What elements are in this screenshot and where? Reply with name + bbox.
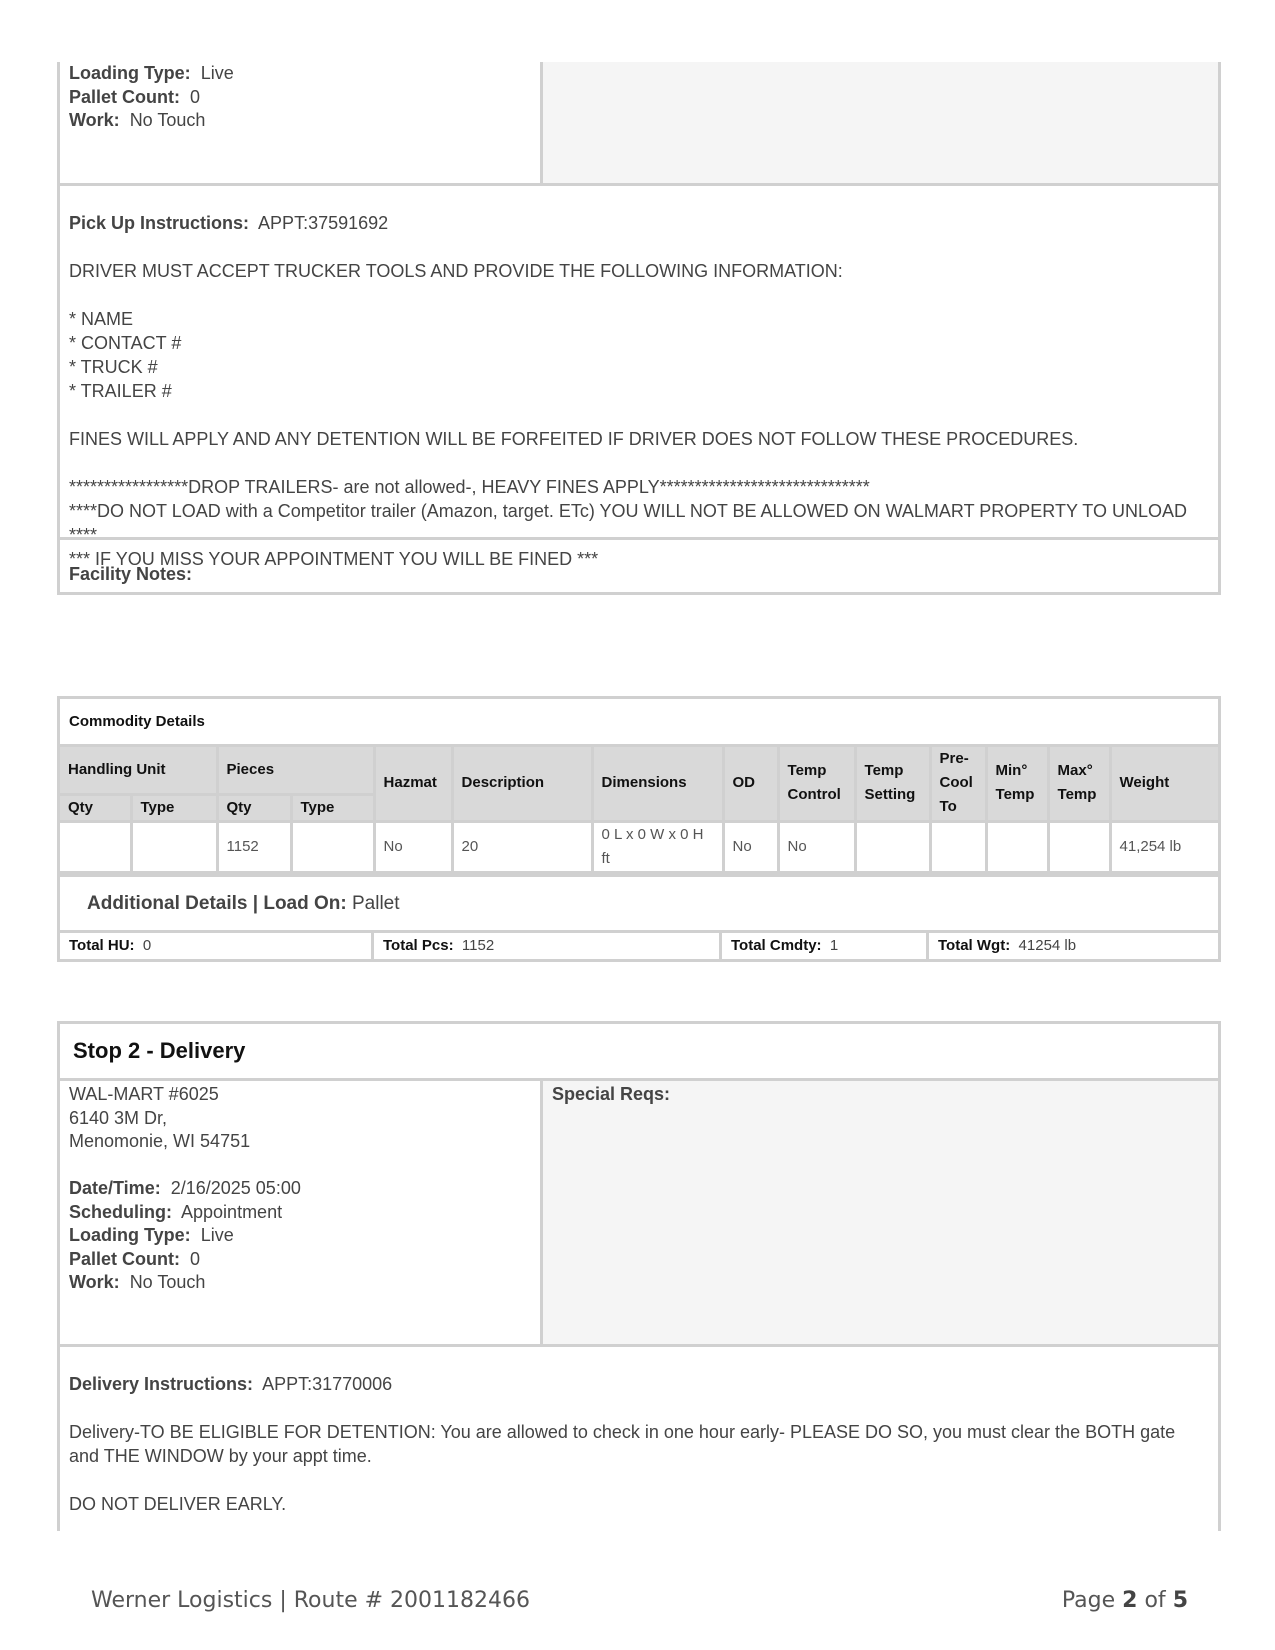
datetime-line [69, 1177, 531, 1201]
stop2-name: WAL-MART #6025 [69, 1084, 219, 1104]
cell-weight: 41,254 lb [1110, 821, 1218, 872]
total-cmdty-value: 1 [829, 936, 839, 954]
loading-type-line [69, 62, 531, 86]
header-dimensions: Dimensions [592, 747, 723, 821]
header-pc-type: Type [291, 794, 374, 821]
header-temp-control: Temp Control [778, 747, 855, 821]
stop2-address2: Menomonie, WI 54751 [69, 1131, 251, 1151]
scheduling-label: Scheduling: [69, 1201, 172, 1222]
instruction-line: FINES WILL APPLY AND ANY DETENTION WILL BE FORFEITED IF DRIVER DOES NOT FOLLOW THESE PROCEDURES. [69, 429, 1079, 449]
total-wgt [929, 933, 1218, 959]
header-pieces: Pieces [217, 747, 374, 794]
header-od: OD [723, 747, 778, 821]
cell-pc-type [291, 821, 374, 872]
stop2-section [57, 1021, 1221, 1531]
total-pcs-label: Total Pcs: [383, 936, 454, 954]
total-wgt-label: Total Wgt: [938, 936, 1011, 954]
work-line [69, 109, 531, 133]
stop1-special-reqs-panel [543, 62, 1218, 183]
work-label: Work: [69, 110, 120, 130]
total-cmdty-label: Total Cmdty: [731, 936, 822, 954]
stop2-title: Stop 2 - Delivery [60, 1024, 1218, 1081]
cell-max-temp [1048, 821, 1110, 872]
load-on-value: Pallet [352, 892, 400, 914]
cell-temp-control: No [778, 821, 855, 872]
header-handling-unit: Handling Unit [60, 747, 217, 794]
cell-min-temp [986, 821, 1048, 872]
header-hu-qty: Qty [60, 794, 131, 821]
total-hu-value: 0 [142, 936, 152, 954]
pickup-instructions-label: Pick Up Instructions: [69, 213, 250, 233]
instruction-line: *** IF YOU MISS YOUR APPOINTMENT YOU WILL BE FINED *** [69, 549, 599, 569]
total-wgt-value: 41254 lb [1018, 936, 1077, 954]
pallet-count-value: 0 [190, 86, 201, 107]
total-pcs [374, 933, 722, 959]
cell-pc-qty: 1152 [217, 821, 291, 872]
pickup-instructions [60, 186, 1218, 569]
work-value: No Touch [129, 110, 206, 130]
pallet-count-line [69, 86, 531, 110]
cell-pre-cool-to [930, 821, 986, 872]
delivery-instructions-heading [69, 1372, 1209, 1396]
cell-hu-qty [60, 821, 131, 872]
stop2-info-row [60, 1081, 1218, 1347]
pickup-instructions-heading [69, 211, 1209, 235]
datetime-value: 2/16/2025 05:00 [170, 1178, 301, 1198]
additional-details [60, 874, 1218, 933]
additional-details-label: Additional Details | Load On: [87, 892, 347, 914]
header-max-temp: Max° Temp [1048, 747, 1110, 821]
pallet-count-label: Pallet Count: [69, 1248, 180, 1269]
pallet-count-value: 0 [190, 1248, 201, 1269]
delivery-appt: APPT:31770006 [262, 1374, 393, 1394]
page-current: 2 [1122, 1588, 1138, 1613]
page-total: 5 [1172, 1588, 1188, 1613]
header-pre-cool-to: Pre-Cool To [930, 747, 986, 821]
header-min-temp: Min° Temp [986, 747, 1048, 821]
footer-page-number [1062, 1588, 1188, 1613]
total-pcs-value: 1152 [461, 936, 495, 954]
instruction-line: * NAME [69, 309, 134, 329]
loading-type-label: Loading Type: [69, 1225, 191, 1245]
cell-dimensions: 0 L x 0 W x 0 H ft [592, 821, 723, 872]
stop1-info-row [60, 62, 1218, 186]
loading-type-line [69, 1224, 531, 1248]
delivery-instructions [60, 1347, 1218, 1516]
instruction-line: * TRAILER # [69, 381, 172, 401]
stop2-details [60, 1081, 543, 1344]
work-value: No Touch [129, 1272, 206, 1292]
cell-temp-setting [855, 821, 930, 872]
commodity-table [60, 747, 1218, 874]
header-pc-qty: Qty [217, 794, 291, 821]
header-description: Description [452, 747, 592, 821]
stop1-details [60, 62, 543, 183]
total-hu-label: Total HU: [69, 936, 135, 954]
work-line [69, 1271, 531, 1295]
special-reqs-label: Special Reqs: [552, 1084, 671, 1104]
delivery-line: Delivery-TO BE ELIGIBLE FOR DETENTION: You are allowed to check in one hour early- PLEASE DO SO, you must clear the BOTH gate and THE WINDOW by your appt time. [69, 1422, 1176, 1466]
table-row [60, 821, 1218, 872]
instruction-line: ****DO NOT LOAD with a Competitor trailer (Amazon, target. ETc) YOU WILL NOT BE ALLOWED ON WALMART PROPERTY TO UNLOAD **** [69, 501, 1187, 545]
instruction-line: DRIVER MUST ACCEPT TRUCKER TOOLS AND PROVIDE THE FOLLOWING INFORMATION: [69, 261, 843, 281]
loading-type-value: Live [200, 63, 234, 83]
stop1-section [57, 62, 1221, 595]
page-of: of [1144, 1588, 1166, 1613]
delivery-line: DO NOT DELIVER EARLY. [69, 1494, 287, 1514]
commodity-details-title: Commodity Details [60, 699, 1218, 747]
loading-type-label: Loading Type: [69, 63, 191, 83]
pallet-count-line [69, 1248, 531, 1272]
page-prefix: Page [1061, 1588, 1116, 1613]
scheduling-line [69, 1201, 531, 1225]
instruction-line: * TRUCK # [69, 357, 158, 377]
header-hu-type: Type [131, 794, 217, 821]
cell-hazmat: No [374, 821, 452, 872]
cell-hu-type [131, 821, 217, 872]
loading-type-value: Live [200, 1225, 234, 1245]
pallet-count-label: Pallet Count: [69, 86, 180, 107]
instruction-line: * CONTACT # [69, 333, 182, 353]
pickup-appt: APPT:37591692 [258, 213, 389, 233]
special-reqs-panel [543, 1081, 1218, 1344]
header-hazmat: Hazmat [374, 747, 452, 821]
footer-route: Werner Logistics | Route # 2001182466 [91, 1588, 530, 1613]
stop2-address1: 6140 3M Dr, [69, 1107, 168, 1128]
delivery-instructions-label: Delivery Instructions: [69, 1374, 254, 1394]
total-hu [60, 933, 374, 959]
header-temp-setting: Temp Setting [855, 747, 930, 821]
instruction-line: *****************DROP TRAILERS- are not allowed-, HEAVY FINES APPLY****************************** [69, 477, 870, 497]
facility-notes-label: Facility Notes: [69, 564, 193, 584]
datetime-label: Date/Time: [69, 1178, 161, 1198]
cell-description: 20 [452, 821, 592, 872]
cell-od: No [723, 821, 778, 872]
header-weight: Weight [1110, 747, 1218, 821]
commodity-details [57, 696, 1221, 962]
scheduling-value: Appointment [181, 1201, 283, 1222]
totals-row [60, 933, 1218, 959]
total-cmdty [722, 933, 929, 959]
work-label: Work: [69, 1272, 120, 1292]
